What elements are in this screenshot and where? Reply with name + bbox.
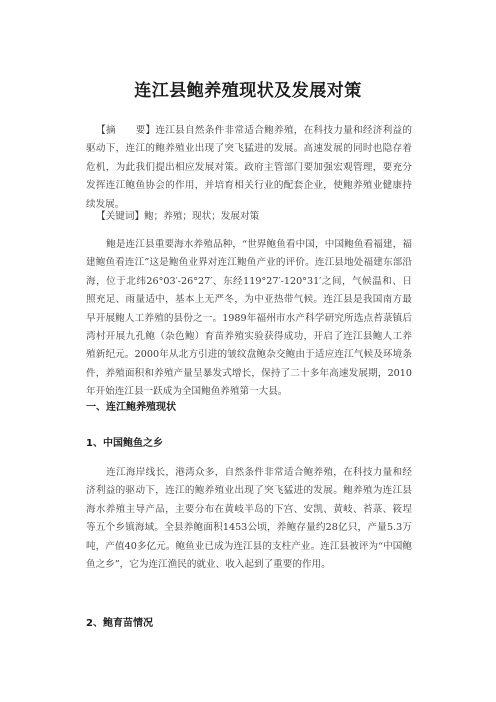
abstract-label: 【摘 要】 bbox=[96, 125, 156, 136]
keywords-paragraph bbox=[86, 208, 412, 226]
keywords-text: 鲍；养殖；现状；发展对策 bbox=[144, 211, 260, 222]
page-title: 连江县鲍养殖现状及发展对策 bbox=[134, 81, 362, 101]
intro-paragraph: 鲍是连江县重要海水养殖品种，“世界鲍鱼看中国，中国鲍鱼看福建，福建鲍鱼看连江”这是鲍鱼业界对连江鲍鱼产业的评价。连江县地处福建东部沿海，位于北纬26°03′-26°27′、东经119°27′-120°31′之间，气候温和、日照充足、雨量适中，基本上无严冬，为中亚热带气候。连江县是我国南方最早开展鲍人工养殖的县份之一。1989年福州市水产科学研究所选点苔菉镇后湾村开展九孔鲍（杂色鲍）育苗养殖实验获得成功，开启了连江县鲍人工养殖新纪元。2000年从北方引进的皱纹盘鲍杂交鲍由于适应连江气候及环境条件，养殖面积和养殖产量呈暴发式增长，保持了二十多年高速发展期，2010年开始连江县一跃成为全国鲍鱼养殖第一大县。 bbox=[86, 239, 412, 398]
section-paragraph: 连江海岸线长，港湾众多，自然条件非常适合鲍养殖，在科技力量和经济利益的驱动下，连江的鲍养殖业出现了突飞猛进的发展。鲍养殖为连江县海水养殖主导产品，主要分布在黄岐半岛的下宫、安凯、黄岐、苔菉、筱埕等五个乡镇海域。全县养鲍面积1453公顷，养鲍存量约28亿只，产量5.3万吨，产值40多亿元。鲍鱼业已成为连江县的支柱产业。连江县被评为“中国鲍鱼之乡”，它为连江渔民的就业、收入起到了重要的作用。 bbox=[86, 467, 412, 571]
subsection-heading: 2、鲍育苗情况 bbox=[86, 618, 153, 629]
keywords-label: 【关键词】 bbox=[96, 211, 145, 222]
abstract-paragraph bbox=[86, 122, 412, 214]
subsection-heading: 1、中国鲍鱼之乡 bbox=[86, 438, 163, 449]
section-heading: 一、连江鲍养殖现状 bbox=[86, 402, 176, 413]
abstract-text: 连江县自然条件非常适合鲍养殖，在科技力量和经济利益的驱动下，连江的鲍养殖业出现了突飞猛进的发展。高速发展的同时也隐存着危机，为此我们提出相应发展对策。政府主管部门要加强宏观管理，要充分发挥连江鲍鱼协会的作用，并培育相关行业的配套企业，使鲍养殖业健康持续发展。 bbox=[86, 125, 413, 210]
